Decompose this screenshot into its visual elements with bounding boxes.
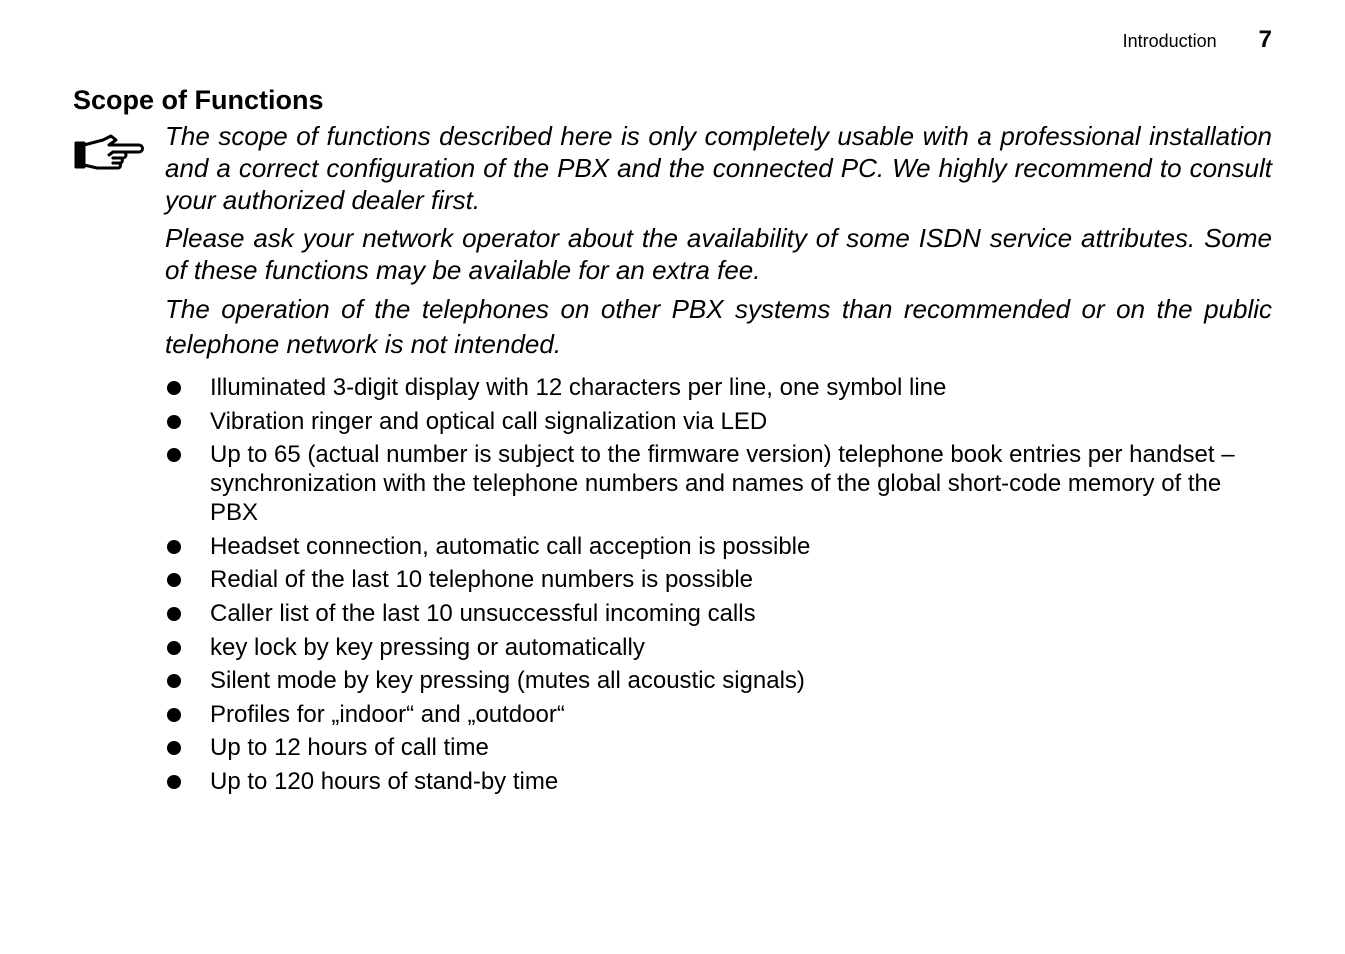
note-paragraph: Please ask your network operator about the availability of some ISDN service attributes. Some of these functions may be available for an extra fee. xyxy=(165,223,1272,285)
page-number: 7 xyxy=(1258,26,1272,53)
header-section-name: Introduction xyxy=(1122,31,1217,51)
page-header xyxy=(1123,26,1272,54)
list-item xyxy=(165,532,1272,561)
list-item-text: Up to 120 hours of stand-by time xyxy=(210,767,559,795)
bullet-icon xyxy=(167,741,181,755)
bullet-icon xyxy=(167,674,181,688)
list-item xyxy=(165,633,1272,662)
bullet-icon xyxy=(167,573,181,587)
note-paragraph: The scope of functions described here is only completely usable with a professional installation and a correct configuration of the PBX and the connected PC. We highly recommend to consult your authorized dealer first. xyxy=(165,121,1272,215)
feature-list xyxy=(165,373,1272,801)
list-item xyxy=(165,700,1272,729)
list-item xyxy=(165,599,1272,628)
note-paragraph: The operation of the telephones on other PBX systems than recommended or on the public telephone network is not intended. xyxy=(165,294,1272,359)
list-item xyxy=(165,767,1272,796)
section-title: Scope of Functions xyxy=(73,85,324,115)
list-item-text: Up to 12 hours of call time xyxy=(210,734,489,762)
list-item-text: Caller list of the last 10 unsuccessful incoming calls xyxy=(210,599,756,627)
bullet-icon xyxy=(167,775,181,789)
list-item xyxy=(165,666,1272,695)
list-item xyxy=(165,373,1272,402)
list-item-text: Redial of the last 10 telephone numbers is possible xyxy=(210,566,753,594)
bullet-icon xyxy=(167,381,181,395)
list-item-text: Silent mode by key pressing (mutes all acoustic signals) xyxy=(210,667,805,695)
list-item-text: Profiles for „indoor“ and „outdoor“ xyxy=(210,700,565,728)
list-item-text: Vibration ringer and optical call signalization via LED xyxy=(210,407,768,435)
bullet-icon xyxy=(167,540,181,554)
list-item-text: Up to 65 (actual number is subject to the firmware version) telephone book entries per handset – synchronization with the telephone numbers and names of the global short-code memory of the PBX xyxy=(210,441,1235,527)
list-item-text: Illuminated 3-digit display with 12 characters per line, one symbol line xyxy=(210,374,947,401)
list-item xyxy=(165,565,1272,594)
pointing-hand-icon xyxy=(73,131,145,173)
bullet-icon xyxy=(167,448,181,462)
list-item xyxy=(165,407,1272,436)
list-item xyxy=(165,440,1272,527)
bullet-icon xyxy=(167,607,181,621)
list-item-text: Headset connection, automatic call acception is possible xyxy=(210,532,811,560)
bullet-icon xyxy=(167,641,181,655)
list-item xyxy=(165,733,1272,762)
important-note xyxy=(165,120,1272,368)
list-item-text: key lock by key pressing or automatically xyxy=(210,633,645,661)
bullet-icon xyxy=(167,415,181,429)
bullet-icon xyxy=(167,708,181,722)
